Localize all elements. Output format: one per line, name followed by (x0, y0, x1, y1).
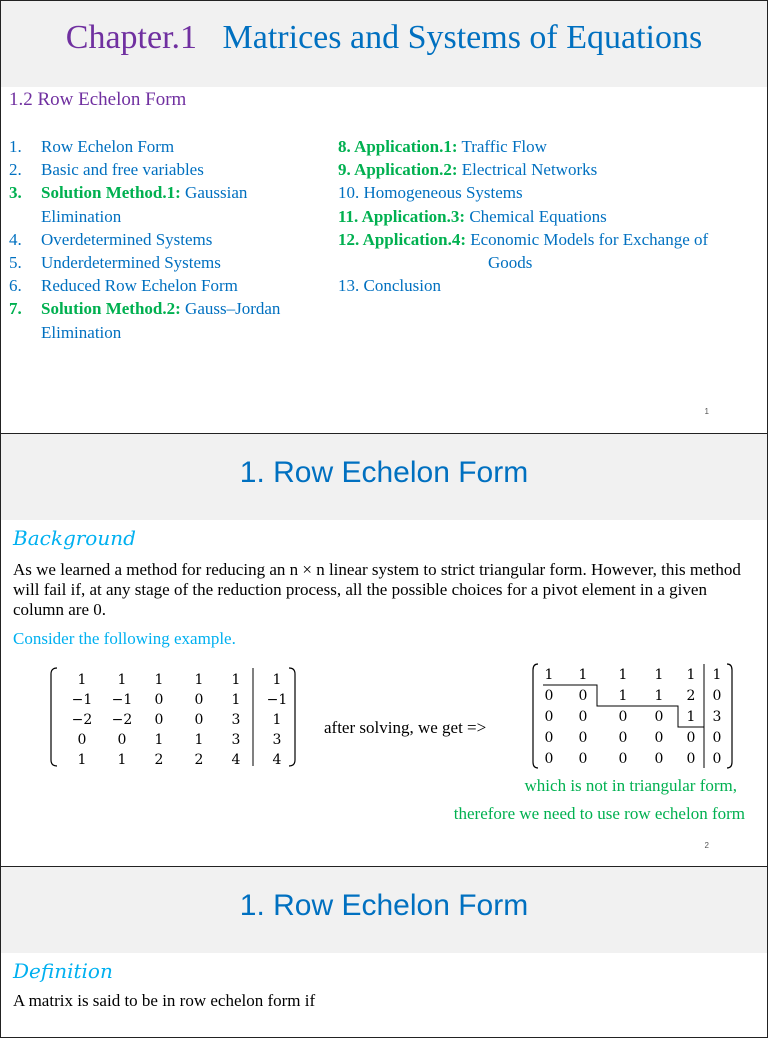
toc-text: Conclusion (363, 276, 441, 296)
matrix-entry: 0 (544, 730, 554, 746)
toc-item (9, 251, 319, 274)
matrix-entry: 1 (654, 688, 664, 704)
matrix-entry: 1 (231, 672, 241, 688)
chapter-number: Chapter.1 (65, 19, 198, 56)
toc-text: Gaussian Elimination (41, 183, 248, 226)
matrix-entry: 0 (618, 730, 628, 746)
body-paragraph: As we learned a method for reducing an n × n linear system to strict triangular form. However, this method will fail if, at any stage of the reduction process, all the possible choices for a pivot element in a given column are 0. (13, 560, 741, 619)
matrix-entry: 0 (712, 688, 722, 704)
toc-number: 11. (338, 206, 362, 226)
toc-bold-label: Application.1: (354, 137, 458, 156)
toc-number: 2. (9, 160, 22, 180)
matrix-entry: −1 (111, 692, 133, 708)
page-number: 1 (704, 407, 709, 416)
matrix-entry: 4 (231, 752, 241, 768)
toc-item (9, 274, 319, 297)
matrix-entry: 1 (77, 672, 87, 688)
toc-number: 4. (9, 229, 22, 249)
toc-text: Economic Models for Exchange of (466, 229, 709, 249)
matrix-entry: 1 (272, 712, 282, 728)
matrix-entry: 0 (654, 730, 664, 746)
matrix-entry: 1 (117, 752, 127, 768)
matrix-entry: 0 (578, 709, 588, 725)
section-heading: Definition (13, 959, 113, 983)
matrix-entry: 3 (231, 732, 241, 748)
matrix-entry: 1 (272, 672, 282, 688)
matrix-entry: 1 (117, 672, 127, 688)
matrix-entry: 1 (578, 667, 588, 683)
matrix-entry: −2 (71, 712, 93, 728)
toc-item (9, 297, 319, 343)
slide-2 (0, 433, 768, 867)
toc-item (9, 158, 319, 181)
toc-item (9, 135, 319, 158)
toc-number: 1. (9, 137, 22, 156)
body-paragraph: A matrix is said to be in row echelon form if (13, 991, 316, 1010)
matrix-entry: 3 (712, 709, 722, 725)
matrix-entry: 0 (654, 709, 664, 725)
matrix-entry: 1 (194, 672, 204, 688)
matrix-entry: 1 (618, 667, 628, 683)
toc-number: 9. (338, 160, 355, 180)
toc-text: Homogeneous Systems (363, 183, 523, 203)
slide-title: 1. Row Echelon Form (239, 456, 529, 489)
toc-number: 13. (338, 276, 364, 296)
matrix-entry: 0 (712, 751, 722, 767)
page-number: 2 (704, 841, 709, 850)
title-bar (1, 1, 767, 87)
slide-1 (0, 0, 768, 434)
toc-number: 3. (9, 183, 22, 203)
toc-text: Underdetermined Systems (41, 253, 221, 273)
toc-text: Chemical Equations (465, 206, 607, 226)
after-solving-text: after solving, we get => (324, 718, 487, 737)
toc-number: 6. (9, 276, 22, 296)
matrix-entry: 1 (77, 752, 87, 768)
matrix-entry: 1 (154, 672, 164, 688)
matrix-entry: 0 (686, 730, 696, 746)
section-subtitle: 1.2 Row Echelon Form (9, 89, 187, 110)
toc-text: Gauss–Jordan Elimination (41, 299, 281, 342)
toc-item (338, 135, 763, 158)
matrix-entry: 1 (544, 667, 554, 683)
toc-item (9, 181, 319, 227)
matrix-entry: 1 (654, 667, 664, 683)
slide-title: 1. Row Echelon Form (239, 889, 529, 922)
matrix-entry: 1 (686, 667, 696, 683)
matrix-entry: 0 (77, 732, 87, 748)
toc-item (338, 181, 763, 204)
matrix-entry: 2 (686, 688, 696, 704)
matrix-entry: 3 (231, 712, 241, 728)
matrix-entry: 1 (231, 692, 241, 708)
chapter-title (1, 19, 767, 57)
matrix-entry: 1 (712, 667, 722, 683)
toc-number: 5. (9, 253, 22, 273)
matrix-entry: 0 (117, 732, 127, 748)
matrix-entry: 0 (154, 692, 164, 708)
toc-item (338, 158, 763, 181)
consider-text: Consider the following example. (13, 629, 236, 648)
title-bar (1, 867, 767, 953)
toc-item (9, 228, 319, 251)
toc-bold-label: Solution Method.1: (41, 183, 181, 203)
matrix-entry: −1 (266, 692, 288, 708)
toc-number: 12. (338, 229, 363, 249)
toc-bold-label: Application.2: (354, 160, 458, 180)
matrix-entry: 0 (578, 730, 588, 746)
toc-text: Reduced Row Echelon Form (41, 276, 238, 296)
note-2: therefore we need to use row echelon form (453, 804, 745, 823)
toc-text: Row Echelon Form (41, 137, 175, 156)
toc-number: 7. (9, 299, 22, 319)
toc-item (338, 274, 763, 297)
matrix-entry: 2 (194, 752, 204, 768)
toc-item (338, 228, 763, 251)
matrix-entry: 0 (686, 751, 696, 767)
toc-left (9, 135, 319, 344)
toc-text: Overdetermined Systems (41, 229, 213, 249)
matrix-entry: 0 (544, 751, 554, 767)
toc-number: 10. (338, 183, 364, 203)
matrix-entry: −2 (111, 712, 133, 728)
matrix-entry: 0 (154, 712, 164, 728)
matrix-entry: 3 (272, 732, 282, 748)
matrix-entry: 0 (712, 730, 722, 746)
matrix-entry: 2 (154, 752, 164, 768)
matrix-entry: 0 (194, 692, 204, 708)
note-1: which is not in triangular form, (524, 776, 737, 795)
matrix-entry: 0 (578, 688, 588, 704)
matrix-entry: −1 (71, 692, 93, 708)
matrix-entry: 0 (618, 751, 628, 767)
toc-text: Electrical Networks (457, 160, 598, 180)
matrix-entry: 0 (578, 751, 588, 767)
matrix-entry: 4 (272, 752, 282, 768)
toc-number: 8. (338, 137, 355, 156)
toc-text: Goods (488, 253, 533, 273)
toc-bold-label: Application.4: (362, 229, 466, 249)
matrix-entry: 1 (618, 688, 628, 704)
toc-bold-label: Application.3: (361, 206, 466, 226)
matrix-entry: 0 (544, 709, 554, 725)
title-bar (1, 434, 767, 520)
chapter-name: Matrices and Systems of Equations (222, 19, 703, 56)
matrix-entry: 0 (194, 712, 204, 728)
toc-text: Traffic Flow (457, 137, 547, 156)
toc-text: Basic and free variables (41, 160, 204, 180)
matrix-entry: 1 (686, 709, 696, 725)
toc-item (338, 205, 763, 228)
matrix-b (531, 660, 736, 772)
matrix-a (49, 662, 299, 772)
toc-item (338, 251, 763, 274)
matrix-entry: 1 (154, 732, 164, 748)
matrix-entry: 0 (618, 709, 628, 725)
section-heading: Background (13, 526, 136, 550)
slide-3 (0, 866, 768, 1038)
matrix-entry: 1 (194, 732, 204, 748)
toc-bold-label: Solution Method.2: (41, 299, 181, 319)
matrix-entry: 0 (544, 688, 554, 704)
matrix-entry: 0 (654, 751, 664, 767)
toc-right (338, 135, 763, 297)
